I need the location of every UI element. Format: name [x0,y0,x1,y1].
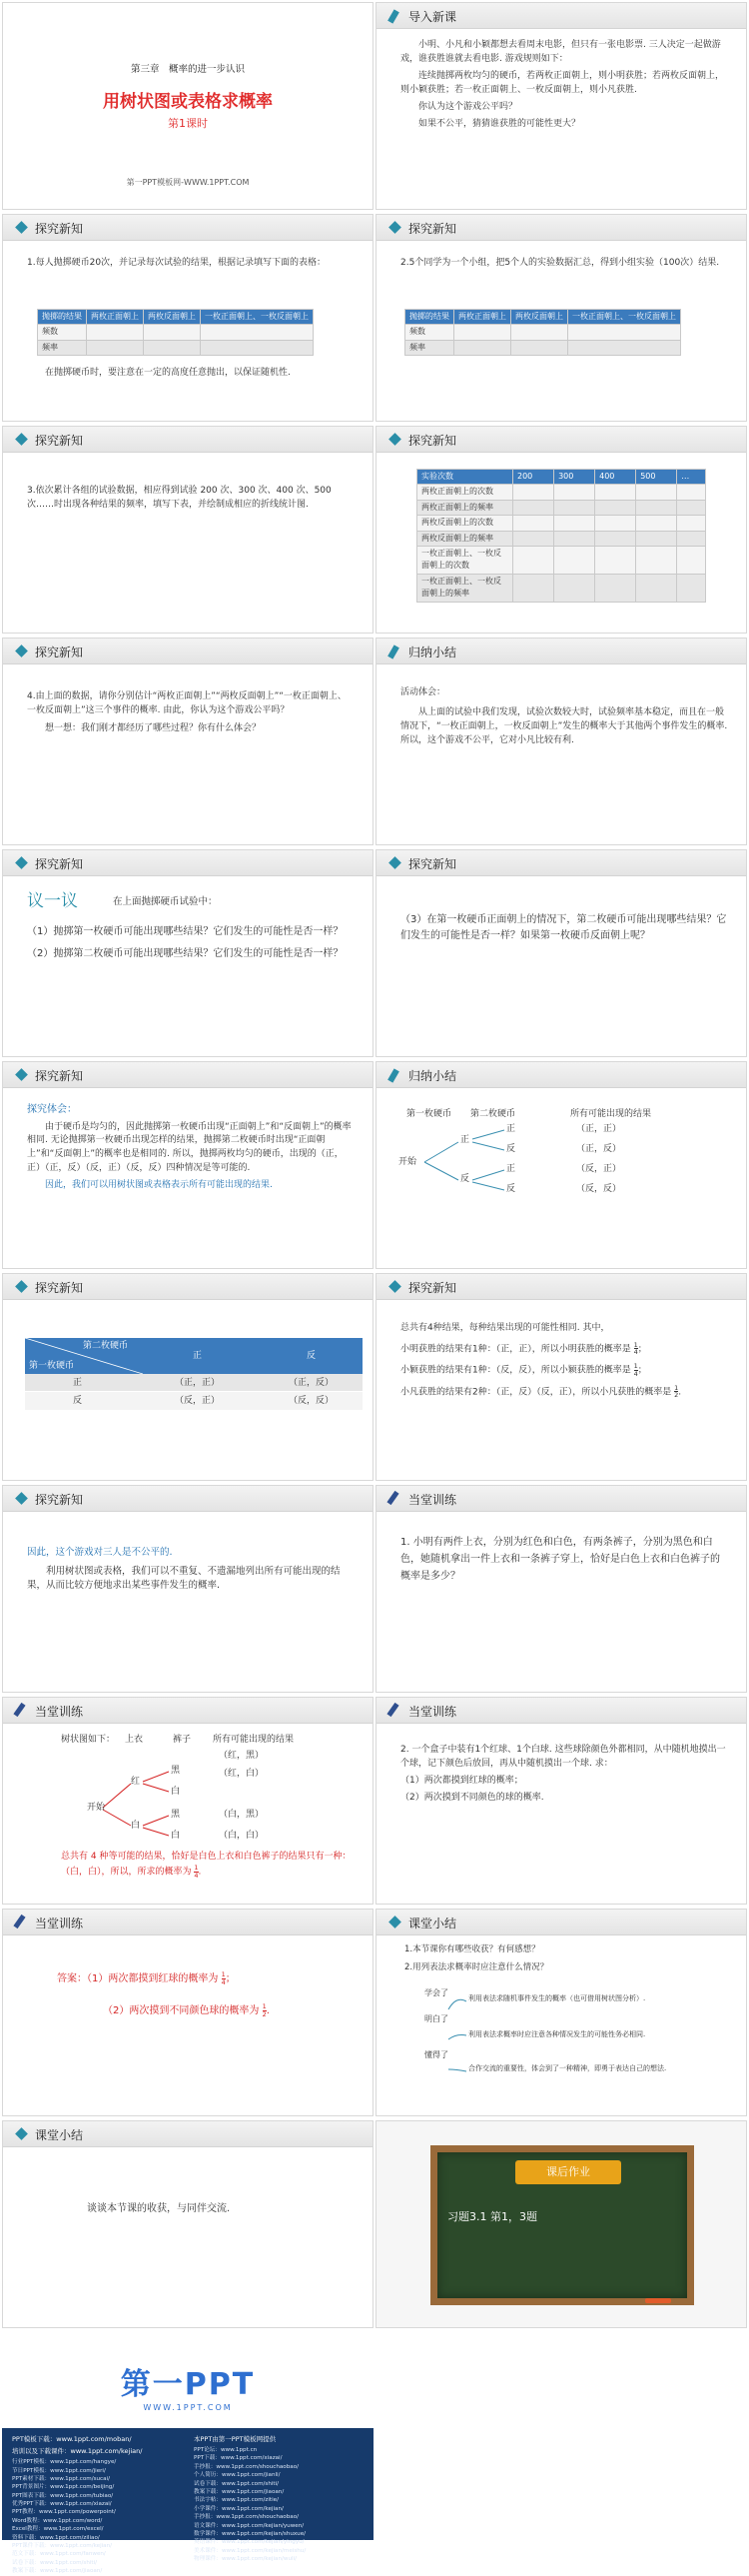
tree-node: 白 [171,1831,181,1841]
slide-title: 探究新知 [408,1281,457,1295]
corner-top: 第二枚硬币 [83,1341,129,1351]
table-header: 一枚正面朝上、一枚反面朝上 [201,310,314,325]
tree-node: 正 [506,1164,516,1174]
table-cell: 两枚反面朝上的频率 [417,531,513,546]
slide-title: 导入新课 [408,10,457,24]
tree-start: 开始 [398,1157,417,1167]
fraction: $\frac{1}{4}$ [633,1340,638,1357]
ad-heading: 培训以及下载课件：www.1ppt.com/kejian/ [12,2447,143,2456]
text-paragraph: 2.5个同学为一个小组，把5个人的实验数据汇总，得到小组实验（100次）结果. [400,258,720,268]
text-paragraph: 2. 一个盒子中装有1个红球、1个白球. 这些球除颜色外都相同，从中随机地摸出一个球，记下颜色后放回，再从中随机摸出一个球. 求： [400,1745,726,1769]
cover-lesson: 第1课时 [168,117,208,130]
slide-header [3,850,373,876]
tree-node: 反 [506,1144,516,1154]
slide-table-coins[interactable] [2,1273,374,1481]
ad-link[interactable]: 个人简历：www.1ppt.com/jianli/ [194,2472,281,2479]
slide-header [3,1910,373,1935]
diamond-icon [388,1280,401,1293]
text-line: 小凡获胜的结果有2种：（正，反）（反，正），所以小凡获胜的概率是 [400,1387,672,1398]
answer-text: 答案：（1）两次都摸到红球的概率为 [57,1973,219,1984]
ad-link[interactable]: 节日PPT模板：www.1ppt.com/jieri/ [12,2467,106,2474]
ad-link[interactable]: 英语课件：www.1ppt.com/kejian/yingyu/ [194,2539,305,2546]
table-header: 实验次数 [417,470,513,485]
group-table [404,309,681,356]
table-cell[interactable] [511,340,568,355]
ad-link[interactable]: 试卷下载：www.1ppt.com/shiti/ [12,2559,98,2566]
diamond-icon [15,644,28,657]
slide-practice-2[interactable] [375,1697,747,1905]
table-cell: （正，反） [289,1378,335,1388]
cover-title: 用树状图或表格求概率 [103,92,273,112]
table-header: 两枚反面朝上 [511,310,568,325]
summary-text: 利用表法求随机事件发生的概率（也可借用树状图分析）. [468,1994,646,2002]
tree-heading: 裤子 [173,1735,192,1745]
tree-node: 白 [131,1821,141,1831]
slide-intro[interactable] [375,2,747,210]
ad-link[interactable]: PPT下载：www.1ppt.com/xiazai/ [194,2455,283,2462]
text-line: 小颖获胜的结果有1种：（反，反），所以小颖获胜的概率是 [400,1365,631,1376]
cover-footer: 第一PPT模板网-WWW.1PPT.COM [126,178,250,187]
ad-link[interactable]: 范文下载：www.1ppt.com/fanwen/ [12,2551,106,2558]
table-header: 两枚正面朝上 [87,310,144,325]
ad-link[interactable]: 美术课件：www.1ppt.com/kejian/meishu/ [194,2547,307,2554]
summary-text: 利用表法求概率时应注意各种情况发生的可能性务必相同. [468,2030,646,2038]
slide-body [27,924,355,964]
tree-result: （白，白） [219,1831,265,1841]
text-paragraph: 4.由上面的数据，请你分别估计“两枚正面朝上”“两枚反面朝上”“一枚正面朝上、一枚反面朝上”这三个事件的概率. 由此，你认为这个游戏公平吗？ [27,691,347,715]
table-cell[interactable] [511,325,568,340]
homework-tag: 课后作业 [515,2160,621,2184]
slide-header [3,427,373,453]
text-paragraph: （2）抛掷第二枚硬币可能出现哪些结果？它们发生的可能性是否一样？ [27,947,344,959]
tree-node: 反 [506,1184,516,1194]
answer-line: （2）两次摸到不同颜色球的概率为 $\frac{1}{2}$ . [103,2002,270,2018]
answer-line: 总共有 4 种等可能的结果，恰好是白色上衣和白色裤子的结果只有一种：（白，白），所以，所求的概率为 $\frac{1}{4}$ . [61,1852,352,1880]
slide-title: 探究新知 [35,434,84,448]
table-cell: （正，正） [175,1378,221,1388]
slide-title: 当堂训练 [35,1917,84,1931]
fraction: $\frac{1}{2}$ [262,2002,267,2018]
slide-discuss[interactable] [2,849,374,1057]
table-cell[interactable] [568,340,681,355]
slide-header [376,1698,746,1724]
pen-icon [387,9,399,23]
table-cell: （反，反） [289,1396,335,1406]
ad-link[interactable]: PPT背景图片：www.1ppt.com/beijing/ [12,2484,115,2491]
ad-link[interactable]: PPT教程：www.1ppt.com/powerpoint/ [12,2509,116,2516]
text-paragraph: （2）两次摸到不同颜色的球的概率. [400,1792,544,1803]
table-row [25,1374,363,1392]
diamond-icon [15,1068,28,1081]
ad-link[interactable]: 手抄报：www.1ppt.com/shouchaobao/ [194,2514,300,2521]
table-header: 一枚正面朝上、一枚反面朝上 [568,310,681,325]
slide-title: 探究新知 [35,645,84,659]
summary-key: 学会了 [424,1988,448,1997]
table-cell: 两枚正面朝上的次数 [417,485,513,500]
ad-links [2,2428,374,2575]
discuss-heading: 议一议 [27,891,78,911]
slide-tree-coins[interactable] [375,1061,747,1269]
table-cell: 两枚正面朝上的频率 [417,500,513,515]
slide-body [27,690,355,739]
table-header-row [25,1338,363,1374]
tree-heading: 第一枚硬币 [406,1109,452,1119]
row-header: 正 [73,1378,83,1388]
fraction: $\frac{1}{4}$ [194,1864,199,1880]
ad-link[interactable]: Word教程：www.1ppt.com/word/ [12,2517,103,2524]
text-paragraph: （1）两次都摸到红球的概率； [400,1775,523,1786]
tree-node: 黑 [171,1810,181,1820]
table-header: … [677,470,706,485]
table-cell[interactable] [87,340,144,355]
tree-node: 正 [460,1135,470,1145]
ad-column-right [194,2434,364,2564]
slide-title: 探究新知 [35,1281,84,1295]
text-paragraph: 如果不公平，猜猜谁获胜的可能性更大？ [418,118,581,129]
text-paragraph: 连续抛掷两枚均匀的硬币，若两枚正面朝上，则小明获胜；若两枚反面朝上，则小颖获胜；若一枚正面朝上、一枚反面朝上，则小凡获胜. [400,70,725,95]
text-line: 小明获胜的结果有1种：（正，正），所以小明获胜的概率是 [400,1344,631,1355]
pencil-icon [386,1703,398,1717]
col-header: 反 [307,1351,317,1361]
ad-link[interactable]: 数学课件：www.1ppt.com/kejian/shuxue/ [194,2530,307,2537]
slide-body [27,1546,355,1597]
summary-key: 明白了 [424,2014,448,2023]
slide-body: 总共有4种结果，每种结果出现的可能性相同. 其中， 小明获胜的结果有1种：（正，正），所以小明获胜的概率是 $\frac{1}{4}$ ； 小颖获胜的结果有1种：（反，反），所以小颖获胜的概率是 $\frac{1}{4}$ ； 小凡获胜的结果有2种：（正，反）（反，正），所以小凡获胜的概率是 $\frac{1}{2}$ . [400,1322,728,1403]
table-cell: 两枚反面朝上的次数 [417,516,513,531]
slide-header [376,639,746,664]
text-paragraph: 在上面抛掷硬币试验中： [113,896,218,907]
slide-answer[interactable] [2,1909,374,2116]
tree-result: （正，正） [576,1124,622,1134]
slide-title: 探究新知 [408,857,457,871]
tree-heading: 上衣 [125,1735,144,1745]
chalk-icon [645,2298,671,2303]
corner-bottom: 第一枚硬币 [29,1361,75,1371]
table-cell[interactable] [87,325,144,340]
text-paragraph: 探究体会： [27,1104,77,1115]
pencil-icon [13,1915,25,1929]
ad-link[interactable]: 教案下载：www.1ppt.com/jiaoan/ [12,2568,103,2575]
ad-heading: PPT模板下载：www.1ppt.com/moban/ [12,2435,132,2443]
ad-link[interactable]: 试卷下载：www.1ppt.com/shiti/ [194,2480,280,2487]
slide-header [376,850,746,876]
tree-start: 开始 [87,1803,106,1813]
slide-ad[interactable] [2,2332,374,2575]
table-header: 300 [554,470,595,485]
slide-title: 探究新知 [408,222,457,236]
text-paragraph: 因此，我们可以用树状图或表格表示所有可能出现的结果. [45,1180,273,1191]
tree-result: （正，反） [576,1144,622,1154]
diamond-icon [15,1280,28,1293]
answer-text: 总共有 4 种等可能的结果，恰好是白色上衣和白色裤子的结果只有一种：（白，白），所以，所求的概率为 [61,1852,352,1878]
slide-header [376,3,746,29]
table-cell[interactable] [568,325,681,340]
tree-node: 正 [506,1124,516,1134]
slide-homework[interactable] [375,2120,747,2328]
table-cell[interactable] [201,325,314,340]
text-paragraph: 利用树状图或表格，我们可以不重复、不遗漏地列出所有可能出现的结果，从而比较方便地求出某些事件发生的概率. [27,1565,341,1592]
text-paragraph: 2.用列表法求概率时应注意什么情况？ [404,1962,549,1972]
tree-node: 红 [131,1777,141,1787]
tree-node: 黑 [171,1766,181,1776]
slide-title: 探究新知 [35,222,84,236]
slide-title: 课堂小结 [35,2128,84,2142]
slide-header [376,1274,746,1300]
summary-key: 懂得了 [424,2050,448,2059]
text-paragraph: 3.依次累计各组的试验数据，相应得到试验 200 次、300 次、400 次、500 次……时出现各种结果的频率，填写下表，并绘制成相应的折线统计图. [27,486,332,510]
tree-lead: 树状图如下： [61,1735,116,1745]
text-paragraph: 在抛掷硬币时，要注意在一定的高度任意抛出，以保证随机性. [45,368,291,378]
table-cell: 频数 [38,325,87,340]
tree-diagram [376,1062,748,1270]
pen-icon [387,644,399,658]
table-cell: （反，正） [175,1396,221,1406]
tree-heading: 第二枚硬币 [470,1109,516,1119]
slide-header [376,1486,746,1512]
table-header: 400 [595,470,636,485]
table-cell: 频数 [405,325,454,340]
summary-text: 合作交流的重要性，体会到了一种精神，即勇于表达自己的想法. [468,2064,667,2072]
slide-explore-4[interactable] [375,426,747,634]
table-cell[interactable] [201,340,314,355]
col-header: 正 [193,1351,203,1361]
diamond-icon [388,856,401,869]
answer-text: （2）两次摸到不同颜色球的概率为 [103,2005,260,2016]
slide-header [3,639,373,664]
tree-result: （反，正） [576,1164,622,1174]
slide-explore-7[interactable] [2,1061,374,1269]
ad-link[interactable]: PPT论坛：www.1ppt.cn [194,2447,258,2454]
tree-node: 反 [460,1174,470,1184]
tree-result: （白，黑） [219,1810,265,1820]
tree-result: （红，黑） [219,1751,265,1761]
slide-header [3,1062,373,1088]
table-cell: 一枚正面朝上、一枚反面朝上的次数 [417,546,513,574]
text-paragraph: 因此，这个游戏对三人是不公平的. [27,1547,173,1558]
tree-lines [376,1062,748,1270]
text-paragraph: 由于硬币是均匀的，因此抛掷第一枚硬币出现“正面朝上”和“反面朝上”的概率相同. 无论抛掷第一枚硬币出现怎样的结果，抛掷第二枚硬币时出现“正面朝上”和“反面朝上”的概率也是相同的. 所以，抛掷两枚均匀的硬币，出现的（正，正）（正，反）（反，正）（反，反）四种情况是等可能的. [27,1121,352,1174]
text-paragraph: 1.每人抛掷硬币20次，并记录每次试验的结果，根据记录填写下面的表格： [27,258,327,268]
diamond-icon [15,1492,28,1505]
ad-link[interactable]: 资料下载：www.1ppt.com/ziliao/ [12,2534,100,2541]
ad-link[interactable]: PPT素材下载：www.1ppt.com/sucai/ [12,2475,110,2482]
ad-link[interactable]: 手抄报：www.1ppt.com/shouchaobao/ [194,2463,300,2470]
site-logo: 第一PPT [120,2367,256,2402]
ad-link[interactable]: PPT课件下载：www.1ppt.com/kejian/ [12,2543,113,2550]
ad-link[interactable]: 教案下载：www.1ppt.com/jiaoan/ [194,2489,285,2496]
homework-text: 习题3.1 第1，3题 [447,2210,537,2223]
slide-title: 当堂训练 [408,1705,457,1719]
table-header: 两枚正面朝上 [454,310,511,325]
text-paragraph: 从上面的试验中我们发现，试验次数较大时，试验频率基本稳定，而且在一般情况下，“一枚正面朝上，一枚反面朝上”发生的概率大于其他两个事件发生的概率. 所以，这个游戏不公平，它对小凡比较有利. [400,706,728,745]
ad-heading: 本PPT由第一PPT模板网提供 [194,2435,277,2443]
table-header: 两枚反面朝上 [144,310,201,325]
cumulative-table [416,469,706,603]
slide-explore-3[interactable] [2,426,374,634]
text-paragraph: 总共有4种结果，每种结果出现的可能性相同. 其中， [400,1323,610,1333]
table-header: 200 [513,470,554,485]
table-row [25,1392,363,1410]
slide-title: 当堂训练 [408,1493,457,1507]
diamond-icon [15,2127,28,2140]
text-paragraph: 活动体会： [400,687,446,697]
slide-header [376,215,746,241]
slide-explore-1[interactable] [2,214,374,422]
slide-summary-1[interactable] [375,638,747,845]
slide-header [3,1274,373,1300]
slide-header [376,427,746,453]
table-cell[interactable] [144,340,201,355]
slide-class-summary[interactable] [375,1909,747,2116]
slide-conclusion[interactable] [2,1485,374,1693]
tree-heading: 所有可能出现的结果 [570,1109,652,1119]
ad-link[interactable]: 书法字帖：www.1ppt.com/zitie/ [194,2497,279,2504]
slide-body [27,1102,355,1196]
slide-practice-tree[interactable] [2,1697,374,1905]
ad-column-left [12,2434,182,2576]
ad-link[interactable]: 行业PPT模板：www.1ppt.com/hangye/ [12,2459,117,2466]
slide-title: 课堂小结 [408,1917,457,1931]
text-paragraph: 1.本节课你有哪些收获？有何感想？ [404,1944,540,1954]
slide-title: 归纳小结 [408,1069,457,1083]
table-cell: 一枚正面朝上、一枚反面朝上的频率 [417,574,513,602]
slide-practice-1[interactable] [375,1485,747,1693]
slide-explore-2[interactable] [375,214,747,422]
slide-title: 探究新知 [35,1493,84,1507]
ad-link[interactable]: Excel教程：www.1ppt.com/excel/ [12,2526,104,2533]
text-paragraph: （3）在第一枚硬币正面朝上的情况下，第二枚硬币可能出现哪些结果？它们发生的可能性是否一样？如果第一枚硬币反面朝上呢？ [400,914,727,941]
blackboard [430,2145,694,2305]
slide-title: 探究新知 [408,434,457,448]
table-cell[interactable] [454,340,511,355]
slide-explore-5[interactable] [2,638,374,845]
slide-header [3,1486,373,1512]
slide-share[interactable] [2,2120,374,2328]
slide-title: 探究新知 [35,857,84,871]
pencil-icon [386,1491,398,1505]
slide-body [400,686,728,751]
diamond-icon [388,221,401,234]
slide-title: 探究新知 [35,1069,84,1083]
diamond-icon [15,221,28,234]
tree-heading: 所有可能出现的结果 [213,1735,295,1745]
diamond-icon [15,856,28,869]
ad-link[interactable]: PPT图表下载：www.1ppt.com/tubiao/ [12,2492,114,2499]
ad-link[interactable]: 物理课件：www.1ppt.com/kejian/wuli/ [194,2556,297,2563]
table-cell[interactable] [144,325,201,340]
ad-link[interactable]: 小学课件：www.1ppt.com/kejian/ [194,2505,284,2512]
tree-node: 白 [171,1787,181,1797]
ad-link[interactable]: 优秀PPT下载：www.1ppt.com/xiazai/ [12,2501,112,2508]
slide-title: 归纳小结 [408,645,457,659]
text-paragraph: 小明、小凡和小颖都想去看周末电影，但只有一张电影票. 三人决定一起做游戏，谁获胜谁就去看电影. 游戏规则如下： [400,40,721,64]
slide-title: 当堂训练 [35,1705,84,1719]
result-table [25,1338,363,1410]
fraction: $\frac{1}{4}$ [633,1362,638,1378]
diamond-icon [15,433,28,446]
diamond-icon [388,433,401,446]
ad-link[interactable]: 语文课件：www.1ppt.com/kejian/yuwen/ [194,2522,305,2529]
text-paragraph: 谈谈本节课的收获，与同伴交流. [87,2203,231,2214]
tree-result: （红，白） [219,1769,265,1779]
cover-chapter: 第三章 概率的进一步认识 [130,64,245,75]
fraction: $\frac{1}{4}$ [221,1970,226,1986]
answer-line: 答案：（1）两次都摸到红球的概率为 $\frac{1}{4}$ ； [57,1970,236,1986]
slide-body [400,1744,728,1809]
slide-probability[interactable] [375,1273,747,1481]
row-header: 反 [73,1396,83,1406]
table-cell[interactable] [454,325,511,340]
slide-header [3,2121,373,2147]
slide-cover[interactable] [2,2,374,210]
text-paragraph: 1. 小明有两件上衣，分别为红色和白色，有两条裤子，分别为黑色和白色，她随机拿出一件上衣和一条裤子穿上，恰好是白色上衣和白色裤子的概率是多少？ [400,1537,720,1582]
site-url: WWW.1PPT.COM [143,2403,233,2412]
table-cell: 频率 [405,340,454,355]
slide-body [400,39,728,135]
slide-header [3,215,373,241]
table-header: 500 [636,470,677,485]
frequency-table [37,309,314,356]
table-header: 抛掷的结果 [405,310,454,325]
fraction: $\frac{1}{2}$ [674,1383,679,1400]
text-paragraph: 想一想：我们刚才都经历了哪些过程？你有什么体会？ [45,722,262,733]
table-header: 抛掷的结果 [38,310,87,325]
text-paragraph: 你认为这个游戏公平吗？ [418,101,518,112]
text-paragraph: （1）抛掷第一枚硬币可能出现哪些结果？它们发生的可能性是否一样？ [27,926,344,937]
slide-explore-6[interactable] [375,849,747,1057]
tree-result: （反，反） [576,1184,622,1194]
table-cell: 频率 [38,340,87,355]
